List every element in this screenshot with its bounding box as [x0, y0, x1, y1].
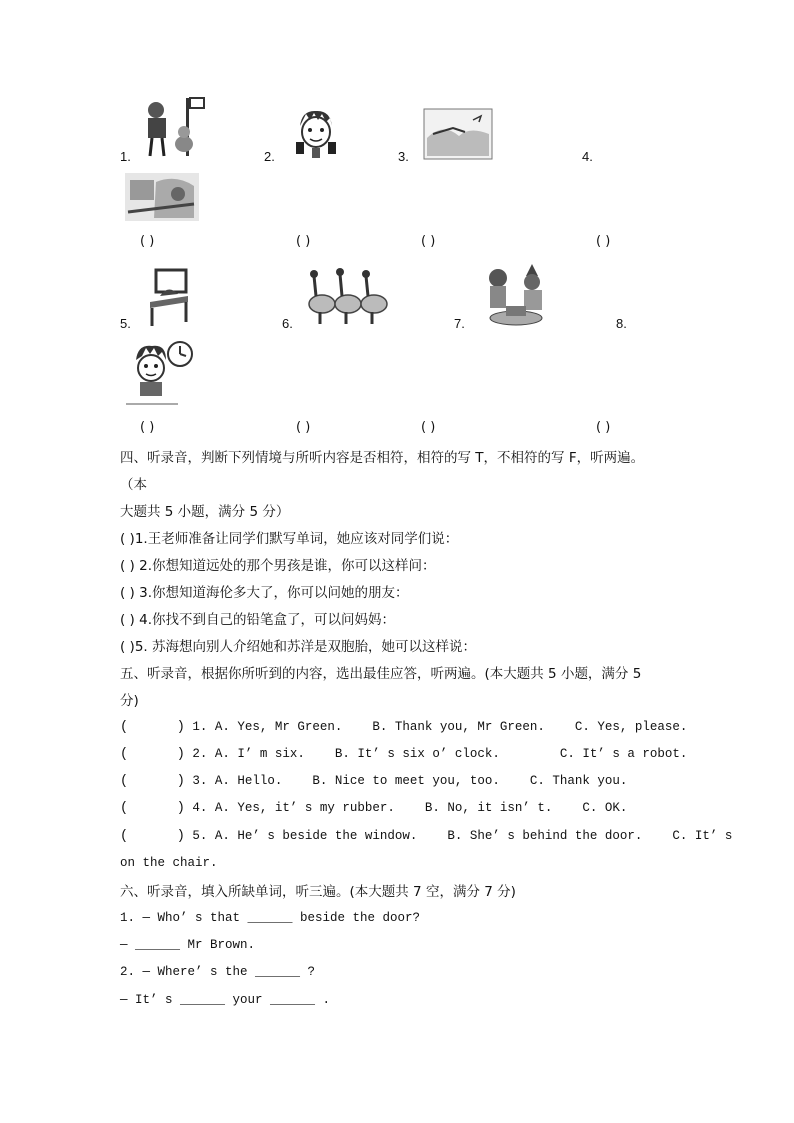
section4-heading-cont: 大题共 5 小题，满分 5 分）: [120, 504, 290, 520]
section5-item-5: [120, 829, 732, 844]
fill-blank-line[interactable]: 1. — Who’ s that ______ beside the door?: [120, 911, 421, 925]
landscape-pic: [423, 108, 493, 160]
answer-paren[interactable]: ( ): [120, 531, 135, 547]
section5-item-1: [120, 720, 687, 735]
pic-item-num: 5.: [120, 316, 131, 331]
pic-item-num: 7.: [454, 316, 465, 331]
birthday-girls-pic: [476, 262, 562, 328]
section5-heading: 五、听录音，根据你所听到的内容，选出最佳应答，听两遍。(本大题共 5 小题，满分 5: [120, 666, 642, 682]
pic-item-num: 8.: [616, 316, 627, 331]
answer-paren[interactable]: ( ): [296, 420, 311, 435]
option-text: 5. A. He’ s beside the window. B. She’ s behind the door. C. It’ s: [192, 829, 733, 843]
answer-paren[interactable]: ( ): [421, 420, 436, 435]
fill-blank-line[interactable]: — It’ s ______ your ______ .: [120, 993, 331, 1007]
answer-paren[interactable]: ( ): [120, 585, 135, 601]
option-text: 3. A. Hello. B. Nice to meet you, too. C. Thank you.: [192, 774, 628, 788]
pic-item-num: 2.: [264, 149, 275, 164]
pic-item-num: 3.: [398, 149, 409, 164]
answer-paren[interactable]: ( ): [120, 558, 135, 574]
fill-blank-line[interactable]: — ______ Mr Brown.: [120, 938, 256, 952]
question-text: 4.你找不到自己的铅笔盒了，可以问妈妈：: [139, 612, 396, 628]
answer-paren[interactable]: ( ): [120, 612, 135, 628]
room-scene-pic: [124, 172, 200, 222]
section5-heading-cont: 分): [120, 693, 139, 709]
section4-heading: 四、听录音，判断下列情境与所听内容是否相符，相符的写 T，不相符的写 F，听两遍。: [120, 450, 645, 466]
answer-paren[interactable]: ( ): [140, 420, 155, 435]
section6-heading: 六、听录音，填入所缺单词，听三遍。(本大题共 7 空，满分 7 分): [120, 884, 516, 900]
answer-paren[interactable]: ( ): [596, 234, 611, 249]
answer-paren[interactable]: ( ): [120, 639, 135, 655]
option-text: 1. A. Yes, Mr Green. B. Thank you, Mr Green. C. Yes, please.: [192, 720, 688, 734]
question-text: 5. 苏海想向别人介绍她和苏洋是双胞胎，她可以这样说：: [134, 639, 476, 655]
section5-item-4: [120, 801, 627, 816]
section4-item-3: [120, 581, 409, 601]
pic-item-num: 6.: [282, 316, 293, 331]
answer-paren[interactable]: ( ): [140, 234, 155, 249]
section4-heading-cont: （本: [120, 477, 147, 493]
answer-paren[interactable]: ( ): [296, 234, 311, 249]
option-text: 4. A. Yes, it’ s my rubber. B. No, it isn’ t. C. OK.: [192, 801, 628, 815]
boy-with-puppy-pic: [134, 96, 214, 160]
answer-paren[interactable]: ( ): [120, 801, 185, 816]
answer-paren[interactable]: ( ): [596, 420, 611, 435]
section5-item-3: [120, 774, 627, 789]
geese-pic: [306, 266, 394, 328]
question-text: 2.你想知道远处的那个男孩是谁，你可以这样问：: [139, 558, 436, 574]
pic-item-num: 1.: [120, 149, 131, 164]
section4-item-2: [120, 554, 436, 574]
answer-paren[interactable]: ( ): [120, 720, 185, 735]
answer-paren[interactable]: ( ): [120, 829, 185, 844]
section4-item-1: [120, 527, 458, 547]
boy-with-clock-pic: [122, 338, 198, 408]
option-text: 2. A. I’ m six. B. It’ s six o’ clock. C. It’ s a robot.: [192, 747, 688, 761]
section4-item-5: [120, 635, 476, 655]
section4-item-4: [120, 608, 395, 628]
chair-with-cap-pic: [144, 266, 194, 328]
boy-face-pic: [294, 108, 338, 160]
section5-item-2: [120, 747, 687, 762]
pic-item-num: 4.: [582, 149, 593, 164]
question-text: 1.王老师准备让同学们默写单词，她应该对同学们说：: [134, 531, 459, 547]
question-text: 3.你想知道海伦多大了，你可以问她的朋友：: [139, 585, 409, 601]
answer-paren[interactable]: ( ): [120, 747, 185, 762]
answer-paren[interactable]: ( ): [120, 774, 185, 789]
fill-blank-line[interactable]: 2. — Where’ s the ______ ?: [120, 965, 316, 979]
section5-item-5-cont: on the chair.: [120, 856, 218, 870]
answer-paren[interactable]: ( ): [421, 234, 436, 249]
